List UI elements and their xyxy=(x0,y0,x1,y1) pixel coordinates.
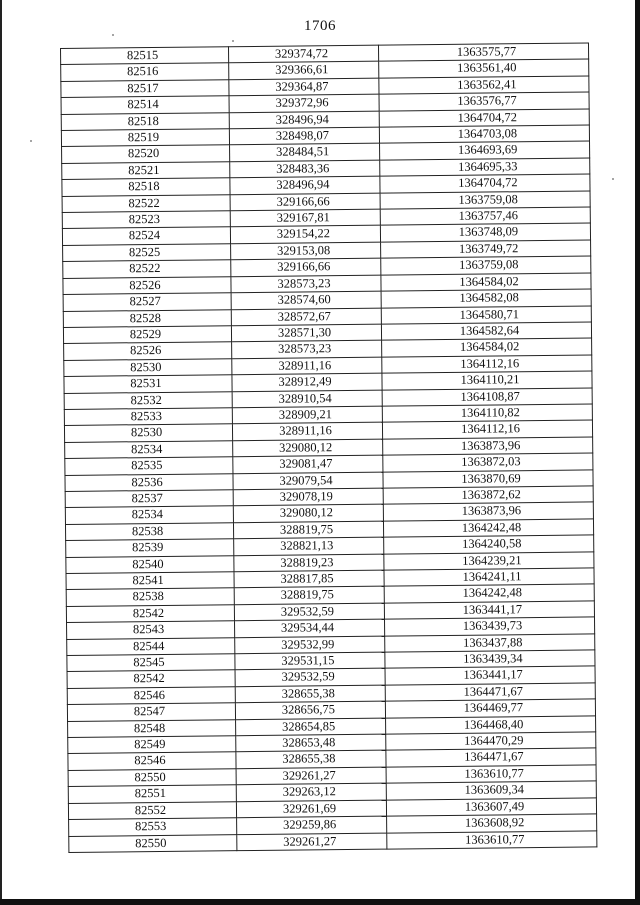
point-number-cell: 82534 xyxy=(65,506,233,524)
scan-left-border xyxy=(0,0,2,905)
point-number-cell: 82551 xyxy=(68,785,236,803)
point-number-cell: 82527 xyxy=(63,293,231,311)
y-coordinate-cell: 1364471,67 xyxy=(385,683,595,702)
x-coordinate-cell: 328574,60 xyxy=(231,291,381,309)
point-number-cell: 82531 xyxy=(64,375,232,393)
point-number-cell: 82538 xyxy=(66,588,234,606)
x-coordinate-cell: 328911,16 xyxy=(232,422,382,440)
x-coordinate-cell: 329166,66 xyxy=(231,258,381,276)
point-number-cell: 82523 xyxy=(62,211,230,229)
x-coordinate-cell: 328572,67 xyxy=(231,308,381,326)
x-coordinate-cell: 329154,22 xyxy=(230,226,380,244)
point-number-cell: 82530 xyxy=(64,424,232,442)
x-coordinate-cell: 329261,69 xyxy=(236,800,386,818)
point-number-cell: 82550 xyxy=(69,834,237,852)
point-number-cell: 82533 xyxy=(64,408,232,426)
scan-right-border xyxy=(635,0,640,905)
y-coordinate-cell: 1364110,82 xyxy=(382,404,592,423)
x-coordinate-cell: 329081,47 xyxy=(233,455,383,473)
scan-speck xyxy=(30,140,32,142)
scan-bottom-border xyxy=(0,899,640,905)
point-number-cell: 82517 xyxy=(61,80,229,98)
y-coordinate-cell: 1364693,69 xyxy=(380,141,590,160)
x-coordinate-cell: 329079,54 xyxy=(233,472,383,490)
y-coordinate-cell: 1363437,88 xyxy=(385,634,595,653)
y-coordinate-cell: 1363873,96 xyxy=(383,437,593,456)
point-number-cell: 82537 xyxy=(65,490,233,508)
x-coordinate-cell: 328654,85 xyxy=(236,718,386,736)
point-number-cell: 82536 xyxy=(65,473,233,491)
y-coordinate-cell: 1364584,02 xyxy=(382,338,592,357)
y-coordinate-cell: 1364704,72 xyxy=(380,174,590,193)
x-coordinate-cell: 328483,36 xyxy=(230,160,380,178)
point-number-cell: 82538 xyxy=(65,522,233,540)
y-coordinate-cell: 1364239,21 xyxy=(384,552,594,571)
x-coordinate-cell: 328819,23 xyxy=(234,554,384,572)
point-number-cell: 82542 xyxy=(66,605,234,623)
x-coordinate-cell: 328655,38 xyxy=(235,685,385,703)
point-number-cell: 82526 xyxy=(63,276,231,294)
coordinates-table-body xyxy=(61,43,597,852)
x-coordinate-cell: 328498,07 xyxy=(229,127,379,145)
x-coordinate-cell: 328484,51 xyxy=(230,144,380,162)
y-coordinate-cell: 1364695,33 xyxy=(380,158,590,177)
point-number-cell: 82529 xyxy=(63,326,231,344)
y-coordinate-cell: 1363441,17 xyxy=(384,601,594,620)
x-coordinate-cell: 329374,72 xyxy=(228,45,378,63)
point-number-cell: 82541 xyxy=(66,572,234,590)
point-number-cell: 82547 xyxy=(67,703,235,721)
point-number-cell: 82552 xyxy=(68,801,236,819)
point-number-cell: 82546 xyxy=(68,752,236,770)
y-coordinate-cell: 1363872,62 xyxy=(383,486,593,505)
point-number-cell: 82518 xyxy=(62,178,230,196)
y-coordinate-cell: 1363576,77 xyxy=(379,92,589,111)
point-number-cell: 82553 xyxy=(69,818,237,836)
y-coordinate-cell: 1364468,40 xyxy=(386,716,596,735)
x-coordinate-cell: 329261,27 xyxy=(237,833,387,851)
point-number-cell: 82519 xyxy=(61,129,229,147)
point-number-cell: 82528 xyxy=(63,309,231,327)
x-coordinate-cell: 328819,75 xyxy=(233,521,383,539)
x-coordinate-cell: 329166,66 xyxy=(230,193,380,211)
x-coordinate-cell: 329167,81 xyxy=(230,209,380,227)
y-coordinate-cell: 1363562,41 xyxy=(379,76,589,95)
x-coordinate-cell: 329372,96 xyxy=(229,94,379,112)
point-number-cell: 82549 xyxy=(68,736,236,754)
x-coordinate-cell: 329259,86 xyxy=(237,816,387,834)
y-coordinate-cell: 1363610,77 xyxy=(387,830,597,849)
y-coordinate-cell: 1363609,34 xyxy=(386,781,596,800)
coordinates-table-wrapper xyxy=(60,42,596,852)
page-number: 1706 xyxy=(304,18,336,34)
point-number-cell: 82526 xyxy=(64,342,232,360)
y-coordinate-cell: 1364584,02 xyxy=(381,273,591,292)
y-coordinate-cell: 1363873,96 xyxy=(383,502,593,521)
x-coordinate-cell: 328821,13 xyxy=(234,537,384,555)
y-coordinate-cell: 1363610,77 xyxy=(386,765,596,784)
y-coordinate-cell: 1364582,08 xyxy=(381,289,591,308)
x-coordinate-cell: 329531,15 xyxy=(235,652,385,670)
x-coordinate-cell: 329364,87 xyxy=(229,78,379,96)
x-coordinate-cell: 329532,59 xyxy=(234,603,384,621)
point-number-cell: 82516 xyxy=(61,63,229,81)
y-coordinate-cell: 1364240,58 xyxy=(384,535,594,554)
y-coordinate-cell: 1363759,08 xyxy=(381,256,591,275)
y-coordinate-cell: 1364580,71 xyxy=(381,305,591,324)
x-coordinate-cell: 328655,38 xyxy=(236,751,386,769)
x-coordinate-cell: 328819,75 xyxy=(234,587,384,605)
x-coordinate-cell: 328910,54 xyxy=(232,390,382,408)
point-number-cell: 82522 xyxy=(63,260,231,278)
y-coordinate-cell: 1363759,08 xyxy=(380,191,590,210)
y-coordinate-cell: 1364112,16 xyxy=(382,420,592,439)
point-number-cell: 82539 xyxy=(66,539,234,557)
y-coordinate-cell: 1363607,49 xyxy=(386,798,596,817)
y-coordinate-cell: 1364242,48 xyxy=(383,519,593,538)
x-coordinate-cell: 329080,12 xyxy=(233,439,383,457)
y-coordinate-cell: 1363749,72 xyxy=(381,240,591,259)
point-number-cell: 82546 xyxy=(67,687,235,705)
x-coordinate-cell: 329534,44 xyxy=(235,619,385,637)
x-coordinate-cell: 329261,27 xyxy=(236,767,386,785)
y-coordinate-cell: 1364110,21 xyxy=(382,371,592,390)
point-number-cell: 82535 xyxy=(65,457,233,475)
point-number-cell: 82540 xyxy=(66,555,234,573)
point-number-cell: 82525 xyxy=(63,244,231,262)
point-number-cell: 82520 xyxy=(62,145,230,163)
x-coordinate-cell: 328909,21 xyxy=(232,406,382,424)
x-coordinate-cell: 328912,49 xyxy=(232,373,382,391)
y-coordinate-cell: 1364704,72 xyxy=(379,109,589,128)
point-number-cell: 82518 xyxy=(61,112,229,130)
y-coordinate-cell: 1364242,48 xyxy=(384,584,594,603)
x-coordinate-cell: 328496,94 xyxy=(229,111,379,129)
y-coordinate-cell: 1364108,87 xyxy=(382,387,592,406)
y-coordinate-cell: 1364470,29 xyxy=(386,732,596,751)
scan-speck xyxy=(232,40,234,42)
x-coordinate-cell: 329078,19 xyxy=(233,488,383,506)
point-number-cell: 82521 xyxy=(62,162,230,180)
x-coordinate-cell: 329080,12 xyxy=(233,505,383,523)
x-coordinate-cell: 329532,99 xyxy=(235,636,385,654)
scan-speck xyxy=(112,34,114,36)
x-coordinate-cell: 328656,75 xyxy=(235,701,385,719)
y-coordinate-cell: 1363872,03 xyxy=(383,453,593,472)
x-coordinate-cell: 328911,16 xyxy=(232,357,382,375)
x-coordinate-cell: 328817,85 xyxy=(234,570,384,588)
x-coordinate-cell: 329532,59 xyxy=(235,669,385,687)
point-number-cell: 82544 xyxy=(67,637,235,655)
y-coordinate-cell: 1364471,67 xyxy=(386,748,596,767)
y-coordinate-cell: 1363870,69 xyxy=(383,470,593,489)
y-coordinate-cell: 1363748,09 xyxy=(380,223,590,242)
y-coordinate-cell: 1363439,34 xyxy=(385,650,595,669)
point-number-cell: 82515 xyxy=(61,47,229,65)
y-coordinate-cell: 1364241,11 xyxy=(384,568,594,587)
y-coordinate-cell: 1363575,77 xyxy=(378,43,588,62)
y-coordinate-cell: 1363757,46 xyxy=(380,207,590,226)
y-coordinate-cell: 1364469,77 xyxy=(385,699,595,718)
y-coordinate-cell: 1364112,16 xyxy=(382,355,592,374)
point-number-cell: 82534 xyxy=(65,440,233,458)
x-coordinate-cell: 328573,23 xyxy=(231,275,381,293)
point-number-cell: 82545 xyxy=(67,654,235,672)
point-number-cell: 82550 xyxy=(68,769,236,787)
y-coordinate-cell: 1364582,64 xyxy=(381,322,591,341)
x-coordinate-cell: 328496,94 xyxy=(230,176,380,194)
y-coordinate-cell: 1363608,92 xyxy=(387,814,597,833)
point-number-cell: 82530 xyxy=(64,358,232,376)
y-coordinate-cell: 1363441,17 xyxy=(385,666,595,685)
x-coordinate-cell: 328653,48 xyxy=(236,734,386,752)
point-number-cell: 82543 xyxy=(67,621,235,639)
x-coordinate-cell: 329153,08 xyxy=(231,242,381,260)
y-coordinate-cell: 1364703,08 xyxy=(379,125,589,144)
point-number-cell: 82522 xyxy=(62,194,230,212)
point-number-cell: 82542 xyxy=(67,670,235,688)
point-number-cell: 82532 xyxy=(64,391,232,409)
point-number-cell: 82524 xyxy=(62,227,230,245)
coordinates-table xyxy=(60,42,597,852)
y-coordinate-cell: 1363561,40 xyxy=(379,59,589,78)
x-coordinate-cell: 329263,12 xyxy=(236,783,386,801)
x-coordinate-cell: 329366,61 xyxy=(229,62,379,80)
x-coordinate-cell: 328573,23 xyxy=(232,340,382,358)
point-number-cell: 82514 xyxy=(61,96,229,114)
point-number-cell: 82548 xyxy=(68,719,236,737)
y-coordinate-cell: 1363439,73 xyxy=(385,617,595,636)
x-coordinate-cell: 328571,30 xyxy=(231,324,381,342)
scan-speck xyxy=(612,178,614,180)
